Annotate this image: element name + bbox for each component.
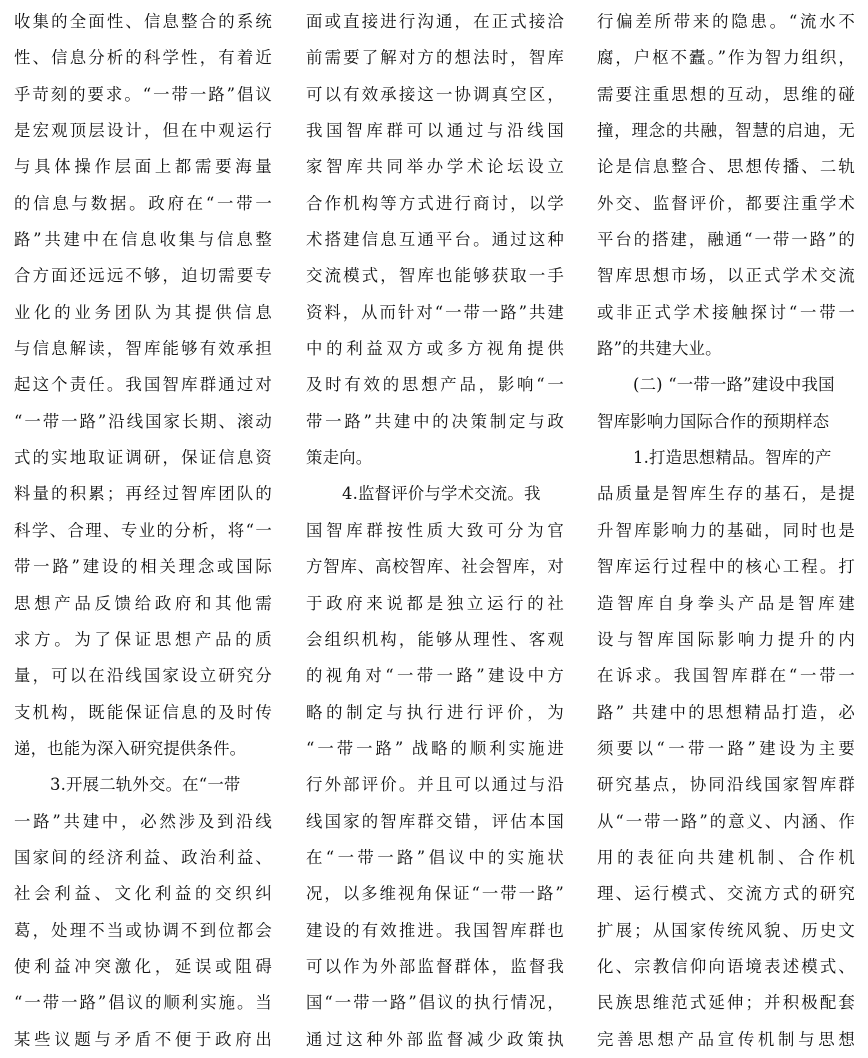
text-line: 外交、监督评价，都要注重学术 — [597, 193, 855, 213]
text-line: 策走向。 — [306, 448, 373, 468]
text-line: 略的制定与执行进行评价，为 — [306, 702, 564, 722]
text-column-left — [14, 4, 272, 1058]
text-line: 腐，户枢不蠹。”作为智力组织， — [597, 48, 855, 68]
text-line: 交流模式，智库也能够获取一手 — [306, 266, 564, 286]
text-line: 在“一带一路”倡议中的实施状 — [306, 847, 564, 867]
text-line: 品质量是智库生存的基石，是提 — [597, 484, 855, 504]
text-line: 业化的业务团队为其提供信息 — [14, 302, 272, 322]
text-line: 面或直接进行沟通，在正式接洽 — [306, 12, 564, 31]
text-line: 建设的有效推进。我国智库群也 — [306, 920, 564, 940]
text-line: 的信息与数据。政府在“一带一 — [14, 193, 272, 213]
text-line: 资料，从而针对“一带一路”共建 — [306, 302, 564, 322]
text-line: 研究基点，协同沿线国家智库群 — [597, 775, 855, 795]
text-line: 前需要了解对方的想法时，智库 — [306, 48, 564, 68]
text-line: 民族思维范式延伸；并积极配套 — [597, 993, 855, 1013]
text-line: 线国家的智库群交错，评估本国 — [306, 811, 564, 831]
text-line: 量，可以在沿线国家设立研究分 — [14, 666, 272, 686]
text-line: 式的实地取证调研，保证信息资 — [14, 448, 272, 468]
text-line: “一带一路” 战略的顺利实施进 — [306, 738, 564, 758]
text-line: 国“一带一路”倡议的执行情况， — [306, 993, 564, 1013]
text-line: 升智库影响力的基础，同时也是 — [597, 520, 855, 540]
text-line: 料量的积累；再经过智库团队的 — [14, 484, 272, 504]
text-line: 求方。为了保证思想产品的质 — [14, 629, 272, 649]
text-line: 设与智库国际影响力提升的内 — [597, 629, 855, 649]
text-line: 社会利益、文化利益的交织纠 — [14, 884, 272, 904]
text-line: 需要注重思想的互动，思维的碰 — [597, 84, 855, 104]
text-line: 家智库共同举办学术论坛设立 — [306, 157, 564, 177]
text-line: 某些议题与矛盾不便于政府出 — [14, 1029, 272, 1049]
text-line: 带一路”共建中的决策制定与政 — [306, 411, 564, 431]
text-line: 支机构，既能保证信息的及时传 — [14, 702, 272, 722]
text-line: 行外部评价。并且可以通过与沿 — [306, 775, 564, 795]
text-line: 起这个责任。我国智库群通过对 — [14, 375, 272, 395]
text-line: 收集的全面性、信息整合的系统 — [14, 12, 272, 31]
text-line: 1.打造思想精品。智库的产 — [633, 448, 832, 468]
text-line: (二) “一带一路”建设中我国 — [633, 375, 835, 395]
text-line: 与信息解读，智库能够有效承担 — [14, 339, 272, 359]
text-line: 撞，理念的共融，智慧的启迪，无 — [597, 121, 855, 141]
text-line: 性、信息分析的科学性，有着近 — [14, 48, 272, 68]
text-line: 术搭建信息互通平台。通过这种 — [306, 230, 564, 250]
text-line: 带一路”建设的相关理念或国际 — [14, 557, 272, 577]
text-column-right — [597, 4, 855, 1058]
text-line: 合作机构等方式进行商讨，以学 — [306, 193, 564, 213]
text-line: 于政府来说都是独立运行的社 — [306, 593, 564, 613]
text-line: 的视角对“一带一路”建设中方 — [306, 666, 564, 686]
text-line: 可以有效承接这一协调真空区， — [306, 84, 564, 104]
text-line: 及时有效的思想产品，影响“一 — [306, 375, 564, 395]
text-line: 理、运行模式、交流方式的研究 — [597, 884, 855, 904]
text-line: 可以作为外部监督群体，监督我 — [306, 956, 564, 976]
text-column-middle — [306, 4, 564, 1058]
text-line: 思想产品反馈给政府和其他需 — [14, 593, 272, 613]
text-line: 智库运行过程中的核心工程。打 — [597, 557, 855, 577]
text-line: 通过这种外部监督减少政策执 — [306, 1029, 564, 1049]
text-line: 路” 共建中的思想精品打造，必 — [597, 702, 855, 722]
text-line: 智库影响力国际合作的预期样态 — [597, 411, 830, 431]
text-line: 平台的搭建，融通“一带一路”的 — [597, 230, 855, 250]
text-line: 使利益冲突激化，延误或阻碍 — [14, 956, 272, 976]
text-line: 完善思想产品宣传机制与思想 — [597, 1029, 855, 1049]
text-line: 路”共建中在信息收集与信息整 — [14, 230, 272, 250]
text-line: 一路”共建中，必然涉及到沿线 — [14, 811, 272, 831]
text-line: 与具体操作层面上都需要海量 — [14, 157, 272, 177]
text-line: 须要以“一带一路”建设为主要 — [597, 738, 855, 758]
text-line: 论是信息整合、思想传播、二轨 — [597, 157, 855, 177]
text-line: 会组织机构，能够从理性、客观 — [306, 629, 564, 649]
text-line: 递，也能为深入研究提供条件。 — [14, 738, 247, 758]
text-line: 3.开展二轨外交。在“一带 — [50, 775, 241, 795]
text-line: 用的表征向共建机制、合作机 — [597, 847, 855, 867]
text-line: 智库思想市场，以正式学术交流 — [597, 266, 855, 286]
text-line: 行偏差所带来的隐患。“流水不 — [597, 12, 855, 31]
text-line: 路”的共建大业。 — [597, 339, 722, 359]
text-line: 乎苛刻的要求。“一带一路”倡议 — [14, 84, 272, 104]
text-line: 在诉求。我国智库群在“一带一 — [597, 666, 855, 686]
text-line: 科学、合理、专业的分析，将“一 — [14, 520, 272, 540]
text-line: “一带一路”沿线国家长期、滚动 — [14, 411, 272, 431]
text-line: 方智库、高校智库、社会智库，对 — [306, 557, 564, 577]
text-line: 我国智库群可以通过与沿线国 — [306, 121, 564, 141]
text-line: 国家间的经济利益、政治利益、 — [14, 847, 272, 867]
text-line: 国智库群按性质大致可分为官 — [306, 520, 564, 540]
text-line: 合方面还远远不够，迫切需要专 — [14, 266, 272, 286]
text-line: 况，以多维视角保证“一带一路” — [306, 884, 564, 904]
text-line: 4.监督评价与学术交流。我 — [342, 484, 541, 504]
text-line: 扩展；从国家传统风貌、历史文 — [597, 920, 855, 940]
text-line: “一带一路”倡议的顺利实施。当 — [14, 993, 272, 1013]
text-line: 或非正式学术接触探讨“一带一 — [597, 302, 855, 322]
text-line: 从“一带一路”的意义、内涵、作 — [597, 811, 855, 831]
text-line: 是宏观顶层设计，但在中观运行 — [14, 121, 272, 141]
text-line: 造智库自身拳头产品是智库建 — [597, 593, 855, 613]
text-line: 葛，处理不当或协调不到位都会 — [14, 920, 272, 940]
text-line: 化、宗教信仰向语境表述模式、 — [597, 956, 855, 976]
text-line: 中的利益双方或多方视角提供 — [306, 339, 564, 359]
